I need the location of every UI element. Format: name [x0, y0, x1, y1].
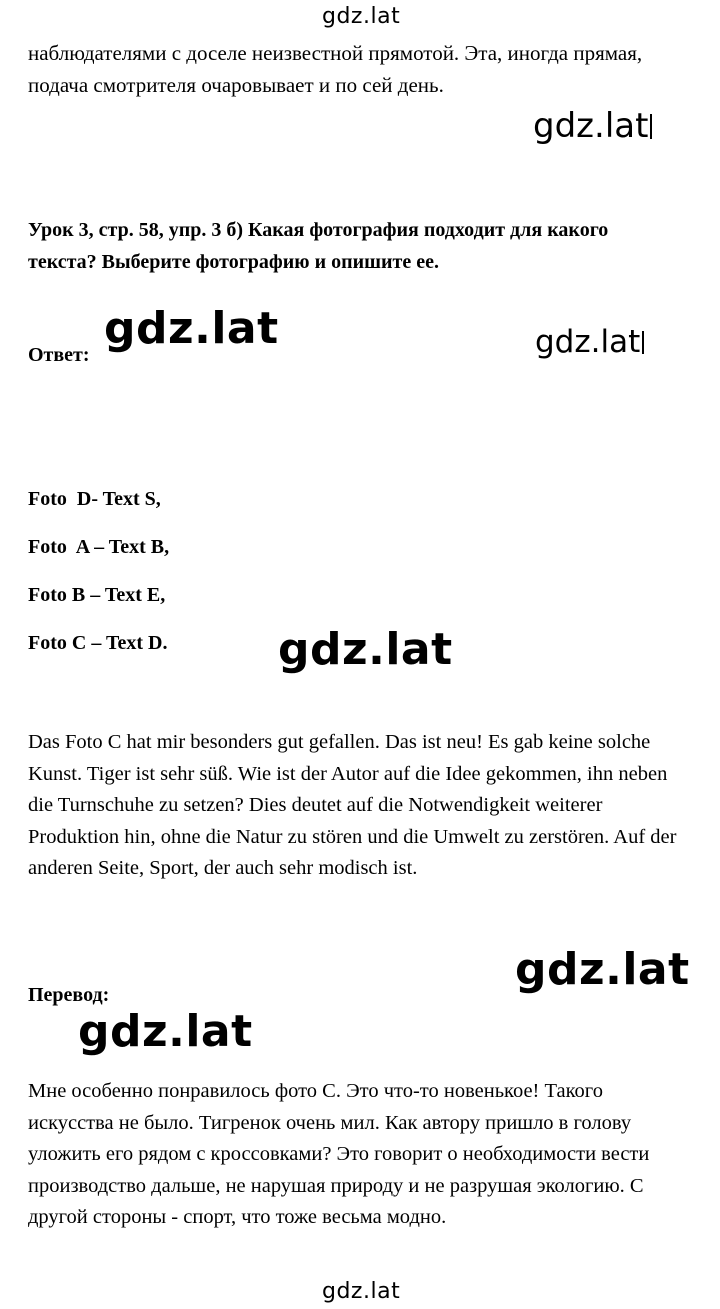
answer-line-1: Foto D- Text S, [28, 488, 161, 510]
answer-line-3: Foto B – Text E, [28, 584, 166, 606]
russian-paragraph: Мне особенно понравилось фото С. Это что-то новенькое! Такого искусства не было. Тигренок очень мил. Как автору пришло в голову уложить его рядом с кроссовками? Это говорит о необходимости вести производство дальше, не нарушая природу и не разрушая экологию. С другой стороны - спорт, что тоже весьма модно. [28, 1080, 650, 1228]
task-heading: Урок 3, стр. 58, упр. 3 б) Какая фотография подходит для какого текста? Выберите фотографию и опишите ее. [28, 219, 609, 273]
watermark-bottom: gdz.lat [322, 1279, 401, 1304]
german-paragraph: Das Foto C hat mir besonders gut gefallen. Das ist neu! Es gab keine solche Kunst. Tiger ist sehr süß. Wie ist der Autor auf die Idee gekommen, ihn neben die Turnschuhe zu setzen? Dies deutet auf die Notwendigkeit weiterer Produktion hin, ohne die Natur zu stören und die Umwelt zu zerstören. Auf der anderen Seite, Sport, der auch sehr modisch ist. [28, 731, 677, 879]
watermark-5: gdz.lat [515, 944, 690, 995]
answer-line-4: Foto C – Text D. [28, 632, 168, 654]
watermark-3: gdz.lat [535, 324, 644, 360]
answer-label: Ответ: [28, 344, 90, 366]
watermark-4: gdz.lat [278, 624, 453, 675]
answer-line-2: Foto A – Text B, [28, 536, 170, 558]
intro-paragraph: наблюдателями с доселе неизвестной прямотой. Эта, иногда прямая, подача смотрителя очаровывает и по сей день. [28, 41, 643, 97]
watermark-6: gdz.lat [78, 1006, 253, 1057]
translation-label: Перевод: [28, 984, 110, 1006]
watermark-top: gdz.lat [322, 4, 401, 29]
watermark-1: gdz.lat [533, 106, 652, 146]
watermark-2: gdz.lat [104, 303, 279, 354]
